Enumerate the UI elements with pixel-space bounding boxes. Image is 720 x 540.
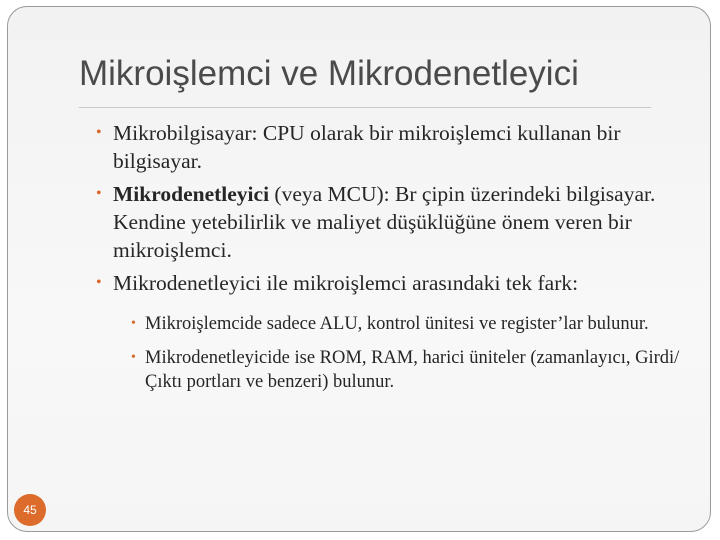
- bullet-icon: •: [96, 185, 102, 202]
- bullet-text: (veya MCU): Br çipin üzerindeki bilgisayar. Kendine yetebilirlik ve maliyet düşüklüğüne önem veren bir mikroişlemci.: [113, 182, 656, 262]
- sub-bullet-item: [131, 346, 696, 394]
- bullet-icon: •: [131, 316, 136, 331]
- sub-bullet-text: Mikrodenetleyicide ise ROM, RAM, harici üniteler (zamanlayıcı, Girdi/Çıktı portları ve benzeri) bulunur.: [145, 348, 680, 392]
- bullet-strong-term: Mikrodenetleyici: [113, 182, 270, 206]
- bullet-icon: •: [131, 350, 136, 365]
- sub-bullet-item: [131, 312, 696, 336]
- bullet-icon: •: [96, 274, 102, 291]
- bullet-icon: •: [96, 124, 102, 141]
- sub-bullet-list: [113, 312, 696, 394]
- bullet-item: [96, 269, 696, 394]
- bullet-text: Mikrodenetleyici ile mikroişlemci arasındaki tek fark:: [113, 271, 579, 295]
- slide-title: Mikroişlemci ve Mikrodenetleyici: [79, 54, 579, 93]
- bullet-item: [96, 119, 696, 175]
- sub-bullet-text: Mikroişlemcide sadece ALU, kontrol ünitesi ve register’lar bulunur.: [145, 314, 649, 334]
- title-divider: [79, 107, 651, 108]
- bullet-list: [96, 119, 696, 404]
- bullet-text: Mikrobilgisayar: CPU olarak bir mikroişlemci kullanan bir bilgisayar.: [113, 121, 621, 173]
- page-number-badge: 45: [14, 494, 46, 526]
- bullet-item: [96, 180, 696, 264]
